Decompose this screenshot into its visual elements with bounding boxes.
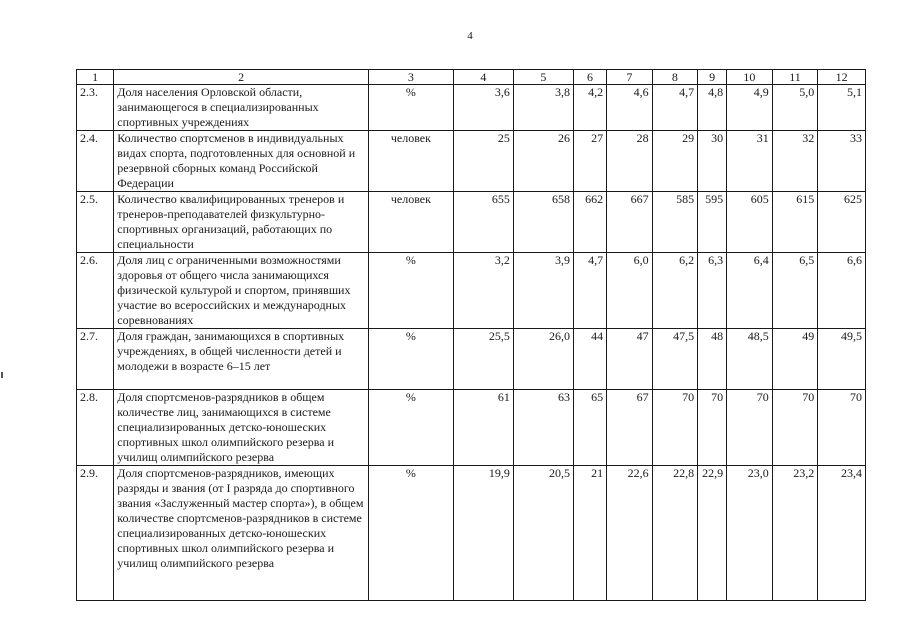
- value-cell: 5,0: [772, 85, 818, 131]
- value-cell: 3,2: [453, 253, 513, 329]
- value-cell: 4,7: [652, 85, 698, 131]
- value-cell: 70: [698, 390, 727, 466]
- row-number: 2.9.: [77, 466, 114, 601]
- indicator-name: Доля спортсменов-разрядников, имеющих разряды и звания (от I разряда до спортивного звания «Заслуженный мастер спорта»), в общем количестве спортсменов-разрядников в системе специализированных детско-юношеских спортивных школ олимпийского резерва и училищ олимпийского резерва: [114, 466, 369, 601]
- row-number: 2.8.: [77, 390, 114, 466]
- value-cell: 65: [573, 390, 606, 466]
- value-cell: 22,6: [607, 466, 653, 601]
- value-cell: 25,5: [453, 329, 513, 390]
- value-cell: 70: [818, 390, 866, 466]
- row-number: 2.3.: [77, 85, 114, 131]
- value-cell: 48: [698, 329, 727, 390]
- column-header: 3: [368, 70, 453, 85]
- value-cell: 585: [652, 192, 698, 253]
- column-header: 11: [772, 70, 818, 85]
- column-header: 9: [698, 70, 727, 85]
- column-header: 4: [453, 70, 513, 85]
- value-cell: 3,6: [453, 85, 513, 131]
- value-cell: 4,8: [698, 85, 727, 131]
- value-cell: 658: [513, 192, 573, 253]
- value-cell: 67: [607, 390, 653, 466]
- value-cell: 70: [772, 390, 818, 466]
- column-header: 5: [513, 70, 573, 85]
- value-cell: 23,4: [818, 466, 866, 601]
- value-cell: 70: [652, 390, 698, 466]
- unit-cell: %: [368, 85, 453, 131]
- value-cell: 47,5: [652, 329, 698, 390]
- value-cell: 32: [772, 131, 818, 192]
- value-cell: 605: [727, 192, 773, 253]
- table-row: [77, 466, 866, 601]
- value-cell: 23,0: [727, 466, 773, 601]
- value-cell: 6,0: [607, 253, 653, 329]
- value-cell: 47: [607, 329, 653, 390]
- value-cell: 22,9: [698, 466, 727, 601]
- value-cell: 29: [652, 131, 698, 192]
- value-cell: 28: [607, 131, 653, 192]
- indicator-name: Доля лиц с ограниченными возможностями здоровья от общего числа занимающихся физической культурой и спортом, принявших участие во всероссийских и международных соревнованиях: [114, 253, 369, 329]
- value-cell: 48,5: [727, 329, 773, 390]
- value-cell: 5,1: [818, 85, 866, 131]
- value-cell: 23,2: [772, 466, 818, 601]
- page-number: 4: [467, 30, 473, 42]
- value-cell: 6,3: [698, 253, 727, 329]
- value-cell: 4,9: [727, 85, 773, 131]
- value-cell: 6,4: [727, 253, 773, 329]
- unit-cell: %: [368, 253, 453, 329]
- column-header: 2: [114, 70, 369, 85]
- value-cell: 3,8: [513, 85, 573, 131]
- column-header: 12: [818, 70, 866, 85]
- row-number: 2.5.: [77, 192, 114, 253]
- value-cell: 63: [513, 390, 573, 466]
- value-cell: 6,6: [818, 253, 866, 329]
- value-cell: 26,0: [513, 329, 573, 390]
- value-cell: 70: [727, 390, 773, 466]
- row-number: 2.7.: [77, 329, 114, 390]
- value-cell: 44: [573, 329, 606, 390]
- table-row: [77, 329, 866, 390]
- table-row: [77, 85, 866, 131]
- indicator-name: Доля спортсменов-разрядников в общем количестве лиц, занимающихся в системе специализированных детско-юношеских спортивных школ олимпийского резерва и училищ олимпийского резерва: [114, 390, 369, 466]
- table-row: [77, 131, 866, 192]
- value-cell: 30: [698, 131, 727, 192]
- column-header: 7: [607, 70, 653, 85]
- value-cell: 27: [573, 131, 606, 192]
- value-cell: 22,8: [652, 466, 698, 601]
- value-cell: 19,9: [453, 466, 513, 601]
- value-cell: 49: [772, 329, 818, 390]
- value-cell: 655: [453, 192, 513, 253]
- column-header: 8: [652, 70, 698, 85]
- value-cell: 61: [453, 390, 513, 466]
- table-row: [77, 192, 866, 253]
- value-cell: 6,5: [772, 253, 818, 329]
- value-cell: 4,6: [607, 85, 653, 131]
- value-cell: 3,9: [513, 253, 573, 329]
- unit-cell: человек: [368, 131, 453, 192]
- value-cell: 33: [818, 131, 866, 192]
- value-cell: 625: [818, 192, 866, 253]
- indicator-name: Доля граждан, занимающихся в спортивных учреждениях, в общей численности детей и молодежи в возрасте 6–15 лет: [114, 329, 369, 390]
- table-header-row: [77, 70, 866, 85]
- table-row: [77, 253, 866, 329]
- column-header: 1: [77, 70, 114, 85]
- value-cell: 26: [513, 131, 573, 192]
- value-cell: 6,2: [652, 253, 698, 329]
- value-cell: 615: [772, 192, 818, 253]
- indicators-table: [76, 69, 866, 601]
- value-cell: 49,5: [818, 329, 866, 390]
- unit-cell: человек: [368, 192, 453, 253]
- value-cell: 595: [698, 192, 727, 253]
- unit-cell: %: [368, 466, 453, 601]
- table-row: [77, 390, 866, 466]
- value-cell: 21: [573, 466, 606, 601]
- value-cell: 25: [453, 131, 513, 192]
- value-cell: 4,7: [573, 253, 606, 329]
- indicator-name: Количество спортсменов в индивидуальных видах спорта, подготовленных для основной и резервной сборных команд Российской Федерации: [114, 131, 369, 192]
- value-cell: 31: [727, 131, 773, 192]
- value-cell: 667: [607, 192, 653, 253]
- column-header: 6: [573, 70, 606, 85]
- indicator-name: Доля населения Орловской области, занимающегося в специализированных спортивных учреждениях: [114, 85, 369, 131]
- unit-cell: %: [368, 390, 453, 466]
- value-cell: 662: [573, 192, 606, 253]
- indicator-name: Количество квалифицированных тренеров и тренеров-преподавателей физкультурно-спортивных организаций, работающих по специальности: [114, 192, 369, 253]
- row-number: 2.4.: [77, 131, 114, 192]
- value-cell: 20,5: [513, 466, 573, 601]
- column-header: 10: [727, 70, 773, 85]
- value-cell: 4,2: [573, 85, 606, 131]
- row-number: 2.6.: [77, 253, 114, 329]
- unit-cell: %: [368, 329, 453, 390]
- margin-mark: [1, 372, 3, 378]
